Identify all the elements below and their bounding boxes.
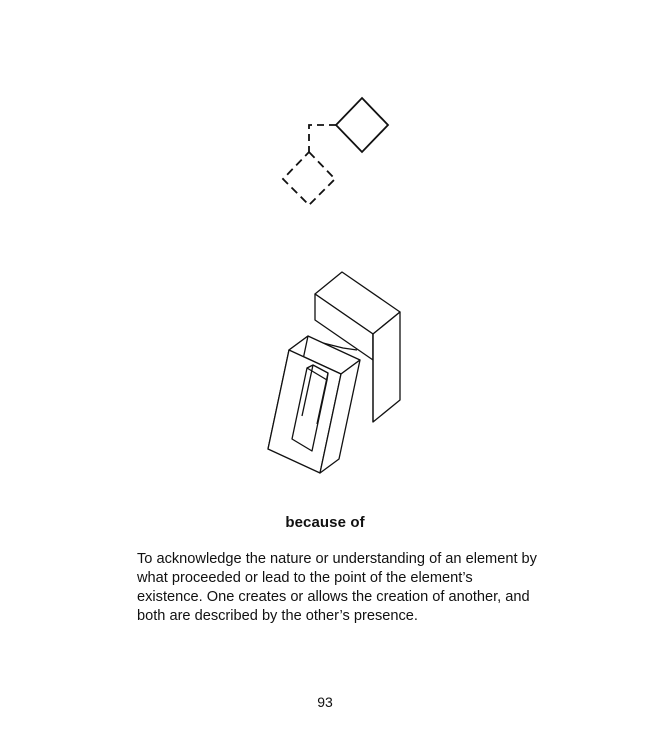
- term-definition: To acknowledge the nature or understanding of an element by what proceeded or lead to the point of the element’s existence. One creates or allows the creation of another, and both are described by the other’s presence.: [137, 551, 537, 624]
- hollow-frame: [268, 336, 360, 473]
- solid-and-dashed-squares-diagram: [270, 90, 400, 215]
- dashed-connector: [309, 125, 336, 152]
- dashed-square: [283, 152, 335, 205]
- page-number: 93: [317, 694, 333, 710]
- leaning-blocks-diagram: [255, 262, 415, 482]
- solid-square: [336, 98, 388, 152]
- term-heading: because of: [285, 514, 365, 531]
